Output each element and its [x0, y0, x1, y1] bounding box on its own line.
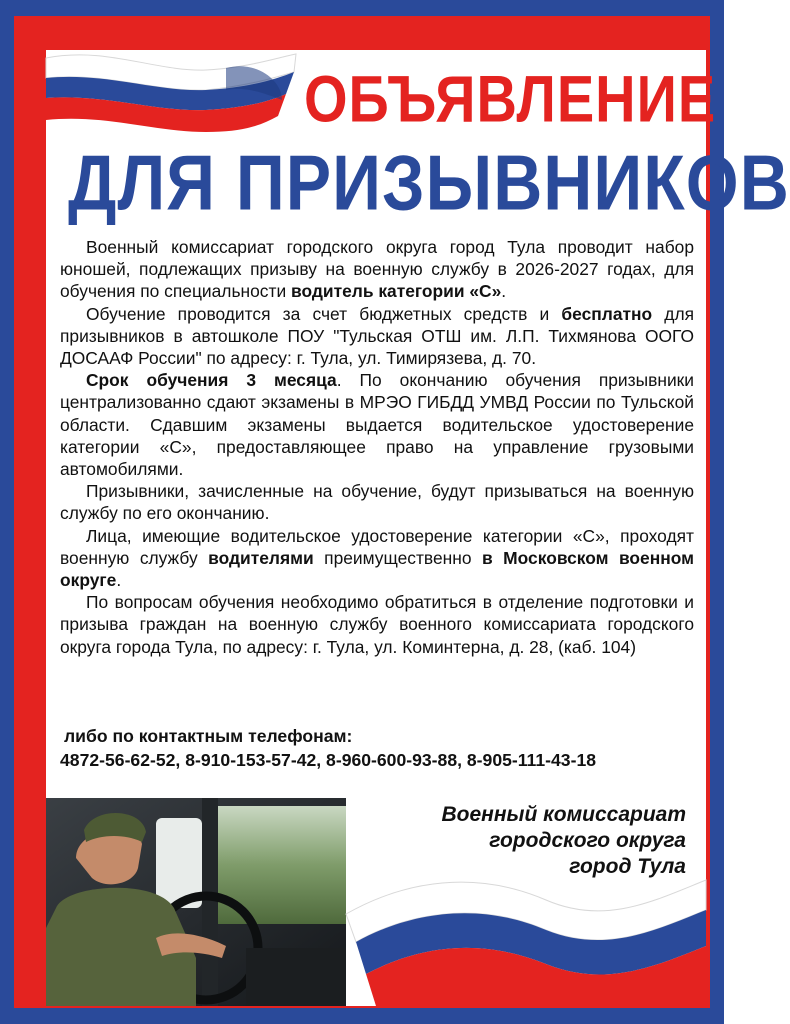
paragraph-2: Обучение проводится за счет бюджетных средств и бесплатно для призывников в автошколе ПОУ "Тульская ОТШ им. Л.П. Тихмянова ООГО ДОСААФ России" по адресу: г. Тула, ул. Тимирязева, д. 70. [60, 303, 695, 369]
contacts-lead: либо по контактным телефонам: [64, 726, 353, 746]
poster-content [46, 50, 790, 1006]
signature-block [346, 802, 686, 880]
announcement-body [60, 236, 694, 658]
signature-line-2: городского округа [489, 829, 686, 852]
paragraph-4: Призывники, зачисленные на обучение, будут призываться на военную службу по его окончанию. [60, 481, 694, 524]
duration-highlight: Срок обучения 3 месяца [86, 370, 337, 391]
paragraph-5: Лица, имеющие водительское удостоверение категории «С», проходят военную службу водителями преимущественно в Московском военном округе. [60, 525, 694, 591]
signature-line-3: город Тула [569, 855, 686, 878]
district-highlight: в Московском военном округе [60, 547, 694, 591]
signature-line-1: Военный комиссариат [441, 803, 686, 826]
paragraph-6: По вопросам обучения необходимо обратиться в отделение подготовки и призыва граждан на военную службу военного комиссариата городского округа города Тула, по адресу: г. Тула, ул. Коминтерна, д. 28, (каб. 104) [60, 592, 694, 657]
free-highlight: бесплатно [561, 303, 653, 324]
russian-flag-ribbon-bottom [346, 870, 706, 1006]
drivers-highlight: водителями [208, 547, 314, 568]
paragraph-1: Военный комиссариат городского округа город Тула проводит набор юношей, подлежащих призыву на военную службу в 2026-2027 годах, для обучения по специальности водитель категории «С». [60, 237, 694, 302]
paragraph-3: Срок обучения 3 месяца. По окончанию обучения призывники централизованно сдают экзамены в МРЭО ГИБДД УМВД России по Тульской области. Сдавшим экзамены выдается водительское удостоверение категории «С», предоставляющее право на управление грузовыми автомобилями. [60, 370, 694, 480]
contacts-block [60, 724, 700, 772]
title-line-1: ОБЪЯВЛЕНИЕ [304, 61, 717, 136]
poster-red-border [14, 16, 790, 1008]
driver-photo [46, 798, 346, 1006]
specialty-highlight: водитель категории «С» [291, 281, 502, 302]
title-line-2: ДЛЯ ПРИЗЫВНИКОВ [68, 139, 790, 227]
russian-flag-ribbon-top [46, 50, 306, 140]
contact-phones: 4872-56-62-52, 8-910-153-57-42, 8-960-600-93-88, 8-905-111-43-18 [60, 750, 597, 770]
